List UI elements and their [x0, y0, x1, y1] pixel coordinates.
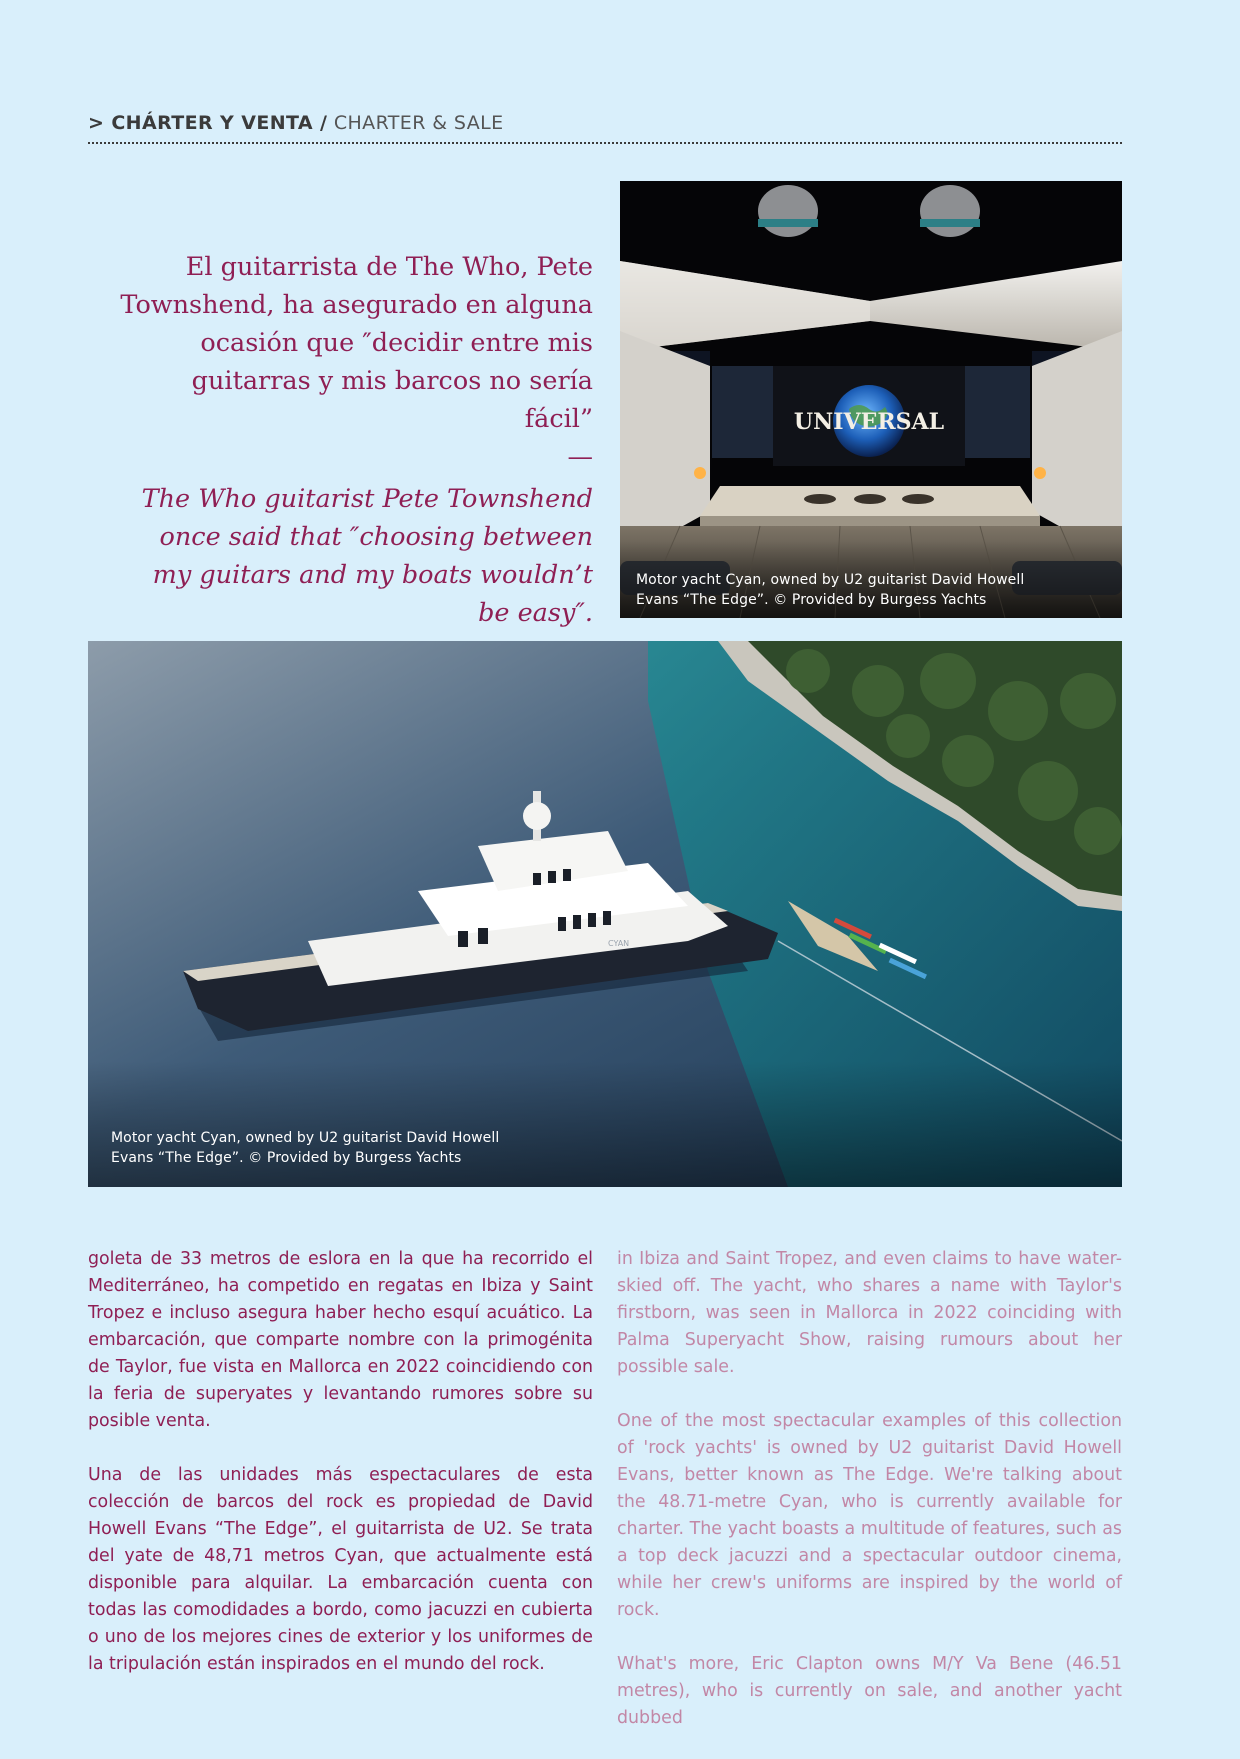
cinema-deck-illustration	[620, 181, 1122, 618]
body-column-en	[617, 1246, 1122, 1759]
pull-quote-es: El guitarrista de The Who, Pete Townshend, ha asegurado en alguna ocasión que ″decidir entre mis guitarras y mis barcos no sería fácil”	[120, 252, 593, 434]
body-column-es	[88, 1246, 593, 1705]
aerial-yacht-illustration	[88, 641, 1122, 1187]
pull-quote-en: The Who guitarist Pete Townshend once said that ″choosing between my guitars and my boats wouldn’t be easy″.	[141, 484, 593, 628]
body-en-paragraph: in Ibiza and Saint Tropez, and even claims to have water-skied off. The yacht, who shares a name with Taylor's firstborn, was seen in Mallorca in 2022 coinciding with Palma Superyacht Show, raising rumours about her possible sale.	[617, 1249, 1122, 1377]
body-es-paragraph: Una de las unidades más espectaculares de esta colección de barcos del rock es propiedad de David Howell Evans “The Edge”, el guitarrista de U2. Se trata del yate de 48,71 metros Cyan, que actualmente está disponible para alquilar. La embarcación cuenta con todas las comodidades a bordo, como jacuzzi en cubierta o uno de los mejores cines de exterior y los uniformes de la tripulación están inspirados en el mundo del rock.	[88, 1465, 593, 1674]
body-en-paragraph: What's more, Eric Clapton owns M/Y Va Bene (46.51 metres), who is currently on sale, and another yacht dubbed	[617, 1654, 1122, 1728]
body-en-paragraph: One of the most spectacular examples of this collection of 'rock yachts' is owned by U2 guitarist David Howell Evans, better known as The Edge. We're talking about the 48.71-metre Cyan, who is currently available for charter. The yacht boasts a multitude of features, such as a top deck jacuzzi and a spectacular outdoor cinema, while her crew's uniforms are inspired by the world of rock.	[617, 1411, 1122, 1620]
screen-logo-text: UNIVERSAL	[793, 409, 945, 435]
hull-name-text: CYAN	[608, 939, 630, 948]
section-title-es: > CHÁRTER Y VENTA /	[88, 112, 328, 134]
pull-quote-dash: —	[567, 442, 593, 472]
pull-quote	[120, 248, 593, 632]
body-es-paragraph: goleta de 33 metros de eslora en la que ha recorrido el Mediterráneo, ha competido en regatas en Ibiza y Saint Tropez e incluso asegura haber hecho esquí acuático. La embarcación, que comparte nombre con la primogénita de Taylor, fue vista en Mallorca en 2022 coincidiendo con la feria de superyates y levantando rumores sobre su posible venta.	[88, 1249, 593, 1431]
aerial-photo-caption: Motor yacht Cyan, owned by U2 guitarist David Howell Evans “The Edge”. © Provided by Burgess Yachts	[111, 1130, 500, 1166]
section-header	[88, 112, 1122, 144]
aerial-yacht-photo	[88, 641, 1122, 1187]
section-title-en: CHARTER & SALE	[333, 112, 504, 134]
cinema-photo-caption: Motor yacht Cyan, owned by U2 guitarist David Howell Evans “The Edge”. © Provided by Burgess Yachts	[636, 572, 1025, 608]
cinema-deck-photo	[620, 181, 1122, 618]
